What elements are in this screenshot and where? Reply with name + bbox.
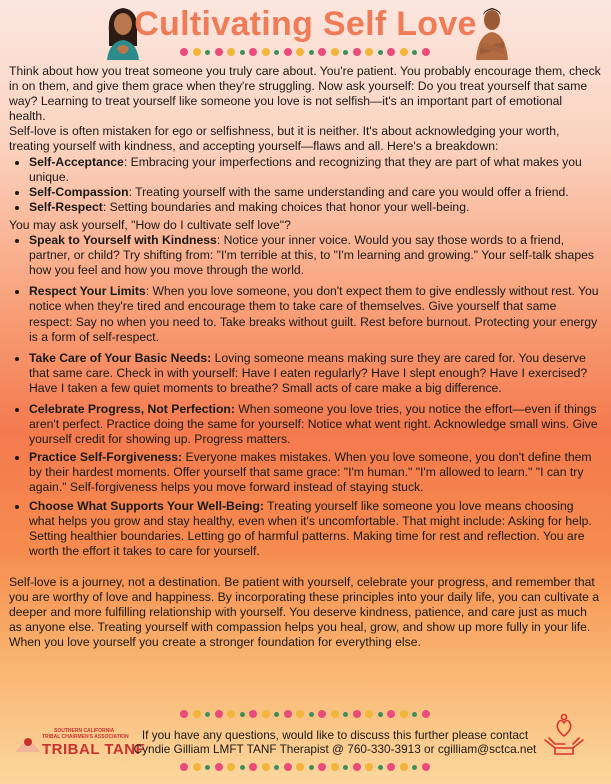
list-item <box>29 200 601 215</box>
page-title: Cultivating Self Love <box>134 5 477 43</box>
logo-subtitle: SOUTHERN CALIFORNIA <box>54 728 115 734</box>
border-bead-icon <box>180 710 188 718</box>
list-item <box>29 284 601 344</box>
border-bead-icon <box>343 50 348 55</box>
decorative-border-bottom <box>180 762 430 772</box>
border-bead-icon <box>331 763 339 771</box>
definition: Everyone makes mistakes. When you love someone, you don't define them by their hardest moments. Offer yourself that same grace: "I'm human." "I'm allowed to learn." "I can try again." Self-forgiveness helps you move forward instead of staying stuck. <box>29 450 592 495</box>
border-bead-icon <box>227 710 235 718</box>
border-bead-icon <box>309 712 314 717</box>
border-bead-icon <box>180 763 188 771</box>
list-item <box>29 155 601 185</box>
closing-paragraph: Self-love is a journey, not a destination. Be patient with yourself, celebrate your progress, and remember that you are worthy of love and happiness. By incorporating these principles into your daily life, you can cultivate a deeper and more fulfilling relationship with yourself. You deserve kindness, patience, and care just as much as anyone else. Treating yourself with compassion helps you heal, grow, and show up more fully in your life. When you love yourself you create a stronger foundation for everything else. <box>9 574 600 650</box>
tips-list <box>9 233 601 559</box>
intro-paragraph: Self-love is often mistaken for ego or selfishness, but it is neither. It's about acknowledging your worth, treating yourself with kindness, and accepting yourself—flaws and all. Here's a breakdown: <box>9 124 560 154</box>
breakdown-list <box>9 155 601 215</box>
border-bead-icon <box>193 710 201 718</box>
term: Self-Respect <box>29 199 103 214</box>
border-bead-icon <box>365 710 373 718</box>
list-item <box>29 351 601 396</box>
border-bead-icon <box>400 710 408 718</box>
border-bead-icon <box>296 48 304 56</box>
border-bead-icon <box>240 712 245 717</box>
border-bead-icon <box>274 765 279 770</box>
definition: Treating yourself like someone you love means choosing what helps you grow and stay healthy, even when it's uncomfortable. That might include: Asking for help. Setting healthier boundaries. Letting go of harmful patterns. Making time for rest and reflection. You are worth the effort it takes to care for yourself. <box>29 498 592 558</box>
border-bead-icon <box>422 48 430 56</box>
border-bead-icon <box>422 763 430 771</box>
logo-subtitle: TRIBAL CHAIRMEN'S ASSOCIATION <box>42 734 129 740</box>
list-item <box>29 185 601 200</box>
border-bead-icon <box>262 763 270 771</box>
contact-line: Cyndie Gilliam LMFT TANF Therapist @ 760-330-3913 or cgilliam@sctca.net <box>133 742 537 756</box>
term: Choose What Supports Your Well-Being: <box>29 498 264 513</box>
border-bead-icon <box>215 48 223 56</box>
term: Celebrate Progress, Not Perfection: <box>29 401 235 416</box>
border-bead-icon <box>296 710 304 718</box>
border-bead-icon <box>227 763 235 771</box>
border-bead-icon <box>284 710 292 718</box>
border-bead-icon <box>365 48 373 56</box>
tribal-tanf-logo <box>14 726 146 766</box>
border-bead-icon <box>343 712 348 717</box>
border-bead-icon <box>365 763 373 771</box>
border-bead-icon <box>205 712 210 717</box>
logo-mark-icon <box>14 730 42 756</box>
border-bead-icon <box>318 710 326 718</box>
border-bead-icon <box>331 710 339 718</box>
border-bead-icon <box>205 50 210 55</box>
border-bead-icon <box>318 763 326 771</box>
border-bead-icon <box>422 710 430 718</box>
border-bead-icon <box>180 48 188 56</box>
list-item <box>29 450 601 495</box>
decorative-border-middle <box>180 709 430 719</box>
definition: : Notice your inner voice. Would you say those words to a friend, partner, or child? Try shifting from: "I'm terrible at this, to "I'm learning and growing." Your self-talk shapes how you feel and how you move through the world. <box>29 233 594 278</box>
term: Self-Acceptance <box>29 154 124 169</box>
border-bead-icon <box>387 48 395 56</box>
border-bead-icon <box>227 48 235 56</box>
contact-info <box>120 728 550 756</box>
border-bead-icon <box>240 765 245 770</box>
border-bead-icon <box>296 763 304 771</box>
border-bead-icon <box>387 710 395 718</box>
term: Self-Compassion <box>29 184 129 199</box>
border-bead-icon <box>400 48 408 56</box>
border-bead-icon <box>262 48 270 56</box>
article-body <box>9 64 601 650</box>
border-bead-icon <box>284 763 292 771</box>
border-bead-icon <box>331 48 339 56</box>
logo-text: TRIBAL TANF <box>42 741 146 758</box>
border-bead-icon <box>343 765 348 770</box>
definition: : Treating yourself with the same understanding and care you would offer a friend. <box>128 184 569 199</box>
border-bead-icon <box>274 50 279 55</box>
border-bead-icon <box>378 50 383 55</box>
question-paragraph: You may ask yourself, "How do I cultivate self love"? <box>9 217 291 232</box>
definition: : Embracing your imperfections and recognizing that they are part of what makes you unique. <box>29 154 582 184</box>
man-avatar-icon <box>472 2 512 60</box>
border-bead-icon <box>353 763 361 771</box>
border-bead-icon <box>318 48 326 56</box>
border-bead-icon <box>378 712 383 717</box>
term: Practice Self-Forgiveness: <box>29 450 183 465</box>
border-bead-icon <box>274 712 279 717</box>
border-bead-icon <box>215 763 223 771</box>
border-bead-icon <box>400 763 408 771</box>
border-bead-icon <box>205 765 210 770</box>
border-bead-icon <box>249 763 257 771</box>
border-bead-icon <box>249 710 257 718</box>
term: Respect Your Limits <box>29 284 146 299</box>
border-bead-icon <box>249 48 257 56</box>
border-bead-icon <box>215 710 223 718</box>
border-bead-icon <box>262 710 270 718</box>
contact-line: If you have any questions, would like to discuss this further please contact <box>141 728 529 742</box>
border-bead-icon <box>193 48 201 56</box>
border-bead-icon <box>412 765 417 770</box>
border-bead-icon <box>412 50 417 55</box>
decorative-border-top <box>180 47 430 57</box>
list-item <box>29 499 601 559</box>
border-bead-icon <box>193 763 201 771</box>
intro-paragraph: Think about how you treat someone you truly care about. You're patient. You probably encourage them, check in on them, and give them grace when they're struggling. Now ask yourself: Do you treat yourself that same way? Learning to treat yourself like someone you love is not selfish—it's an important part of emotional health. <box>9 64 601 124</box>
heart-in-hands-icon <box>541 712 587 756</box>
border-bead-icon <box>309 50 314 55</box>
border-bead-icon <box>412 712 417 717</box>
border-bead-icon <box>353 710 361 718</box>
border-bead-icon <box>240 50 245 55</box>
definition: When someone you love tries, you notice the effort—even if things aren't perfect. Practice doing the same for yourself: Notice what went right. Acknowledge small wins. Give yourself credit for showing up. Progress matters. <box>29 401 598 447</box>
definition: Loving someone means making sure they are cared for. You deserve that same care. Check in with yourself: Have I eaten regularly? Have I slept enough? Have I exercised? Have I taken a few quiet moments to breathe? Small acts of care make a big difference. <box>29 350 588 395</box>
list-item <box>29 233 601 278</box>
term: Speak to Yourself with Kindness <box>29 233 217 248</box>
border-bead-icon <box>309 765 314 770</box>
border-bead-icon <box>378 765 383 770</box>
border-bead-icon <box>387 763 395 771</box>
definition: : When you love someone, you don't expect them to give endlessly without rest. You notice when they're tired and encourage them to take care of themselves. Give yourself that same respect: Say no when you need to. Take breaks without guilt. Rest before burnout. Protecting your energy is a form of self-respect. <box>29 284 599 344</box>
border-bead-icon <box>284 48 292 56</box>
definition: : Setting boundaries and making choices that honor your well-being. <box>102 199 470 214</box>
border-bead-icon <box>353 48 361 56</box>
term: Take Care of Your Basic Needs: <box>29 350 212 365</box>
list-item <box>29 402 601 447</box>
